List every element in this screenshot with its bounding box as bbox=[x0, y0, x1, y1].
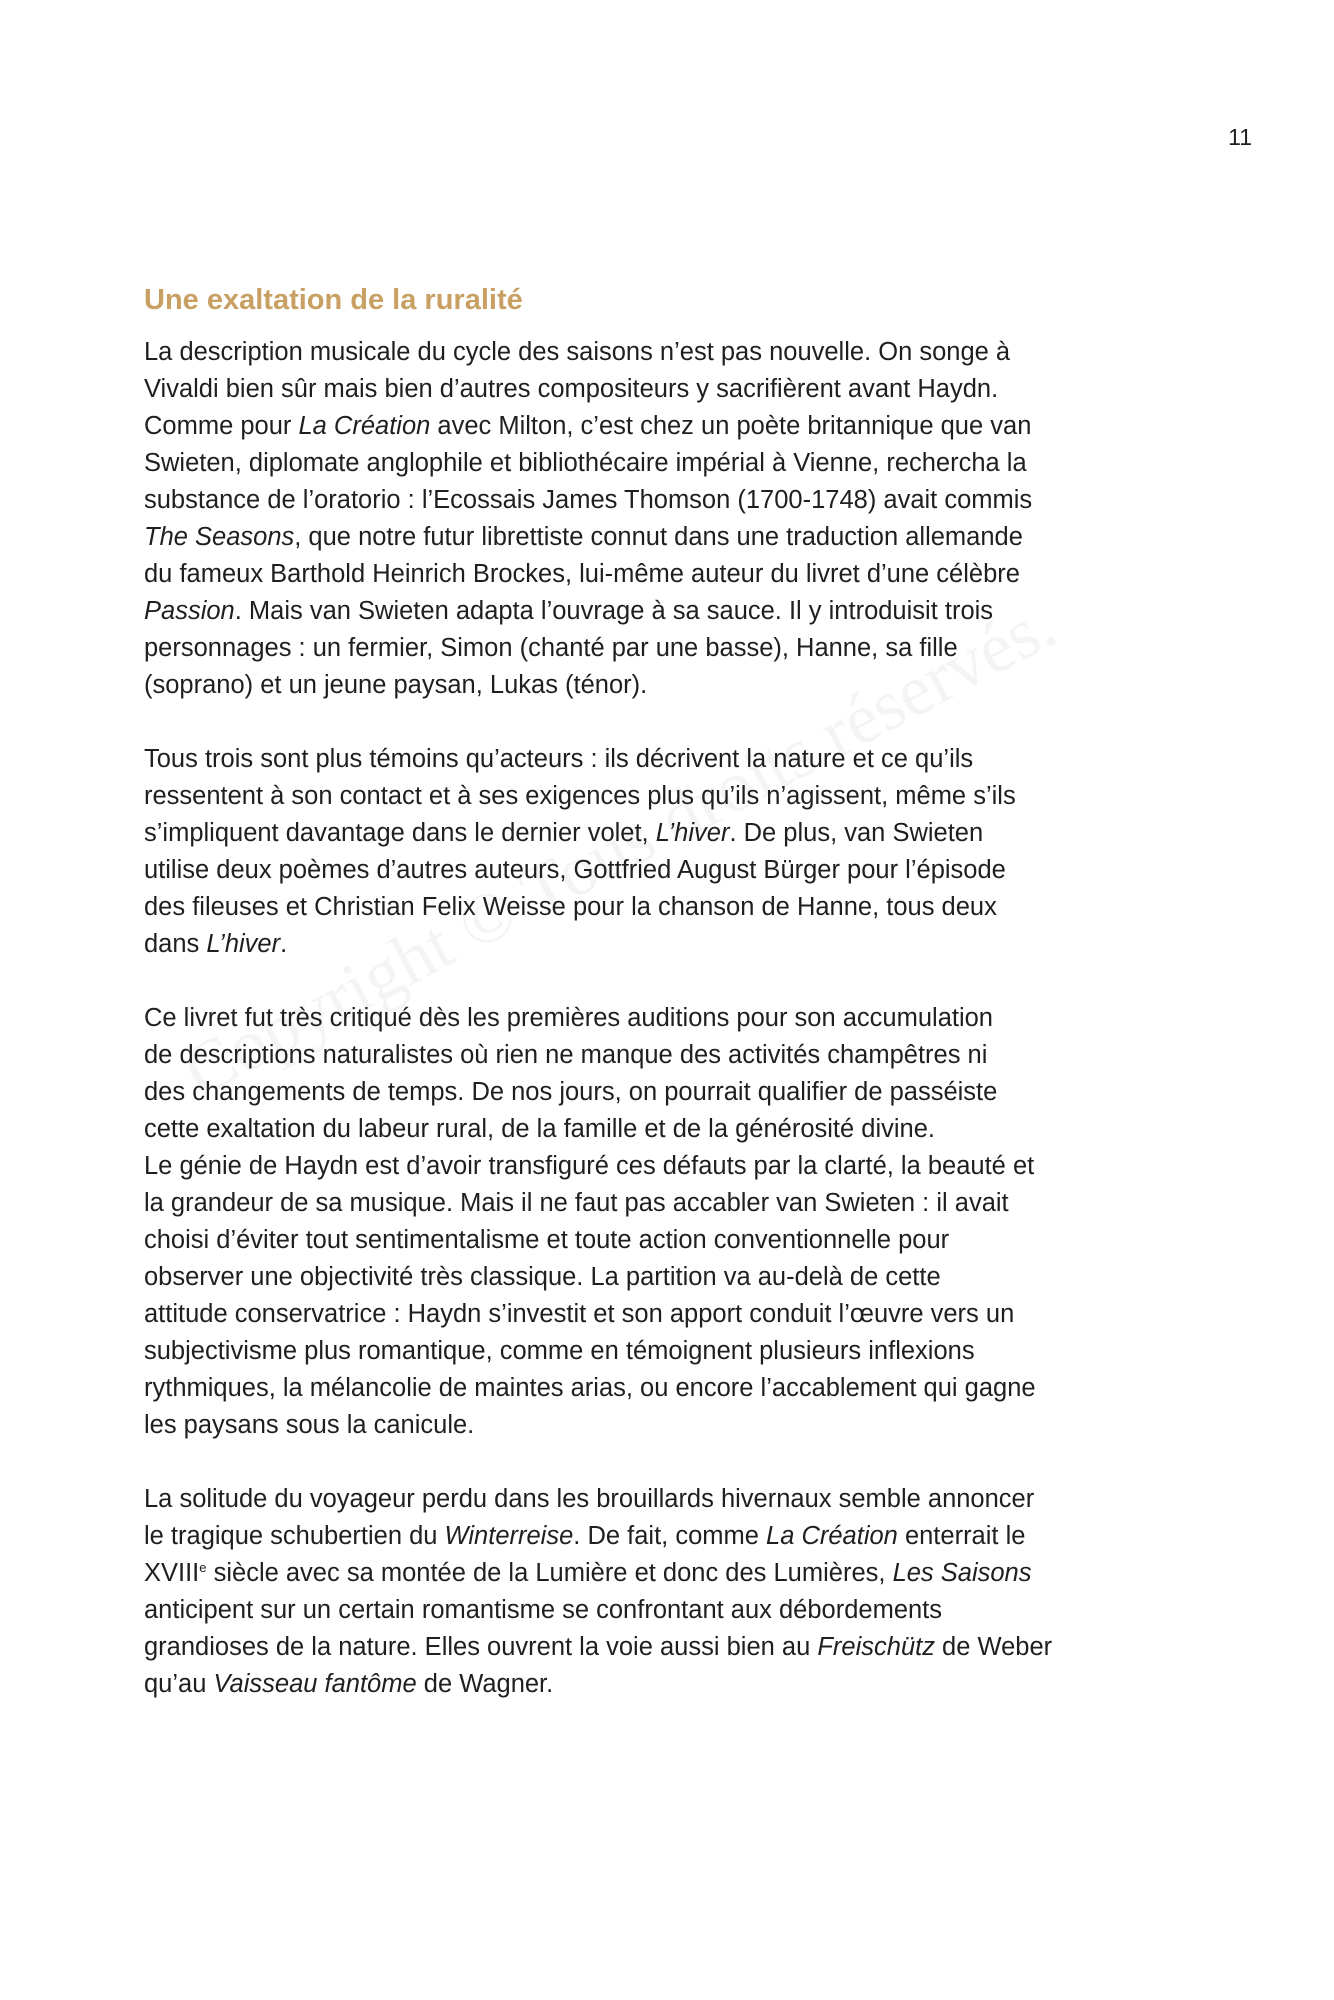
paragraph bbox=[144, 741, 1206, 963]
text-line bbox=[144, 1037, 1206, 1074]
italic-title: Les Saisons bbox=[892, 1559, 1032, 1587]
text-segment: La solitude du voyageur perdu dans les brouillards hivernaux semble annoncer bbox=[144, 1485, 1035, 1513]
text-segment: . bbox=[280, 930, 288, 958]
text-line bbox=[144, 1629, 1206, 1666]
text-line bbox=[144, 1481, 1206, 1518]
italic-title: L’hiver bbox=[655, 819, 730, 847]
text-segment: de Wagner. bbox=[416, 1670, 554, 1698]
text-line bbox=[144, 408, 1206, 445]
text-segment: des fileuses et Christian Felix Weisse pour la chanson de Hanne, tous deux bbox=[144, 893, 997, 921]
text-line bbox=[144, 1518, 1206, 1555]
text-segment: du fameux Barthold Heinrich Brockes, lui-même auteur du livret d’une célèbre bbox=[144, 560, 1020, 588]
page-number: 11 bbox=[1228, 124, 1252, 150]
text-segment: les paysans sous la canicule. bbox=[144, 1411, 475, 1439]
text-segment: qu’au bbox=[144, 1670, 214, 1698]
text-segment: ressentent à son contact et à ses exigences plus qu’ils n’agissent, même s’ils bbox=[144, 782, 1016, 810]
text-segment: Ce livret fut très critiqué dès les premières auditions pour son accumulation bbox=[144, 1004, 993, 1032]
text-line bbox=[144, 1185, 1206, 1222]
text-line bbox=[144, 1222, 1206, 1259]
text-segment: utilise deux poèmes d’autres auteurs, Gottfried August Bürger pour l’épisode bbox=[144, 856, 1006, 884]
text-segment: dans bbox=[144, 930, 207, 958]
text-segment: la grandeur de sa musique. Mais il ne faut pas accabler van Swieten : il avait bbox=[144, 1189, 1009, 1217]
text-segment: rythmiques, la mélancolie de maintes arias, ou encore l’accablement qui gagne bbox=[144, 1374, 1036, 1402]
italic-title: L’hiver bbox=[206, 930, 281, 958]
article-body bbox=[144, 280, 1206, 1703]
text-segment: . Mais van Swieten adapta l’ouvrage à sa sauce. Il y introduisit trois bbox=[234, 597, 994, 625]
text-line bbox=[144, 1000, 1206, 1037]
text-line bbox=[144, 445, 1206, 482]
text-segment: anticipent sur un certain romantisme se confrontant aux débordements bbox=[144, 1596, 943, 1624]
paragraph bbox=[144, 1481, 1206, 1703]
text-segment: enterrait le bbox=[897, 1522, 1026, 1550]
text-segment: (soprano) et un jeune paysan, Lukas (ténor). bbox=[144, 671, 648, 699]
text-segment: Le génie de Haydn est d’avoir transfiguré ces défauts par la clarté, la beauté et bbox=[144, 1152, 1035, 1180]
text-line bbox=[144, 778, 1206, 815]
text-line bbox=[144, 1666, 1206, 1703]
text-line bbox=[144, 1259, 1206, 1296]
text-line bbox=[144, 667, 1206, 704]
text-line bbox=[144, 1111, 1206, 1148]
text-segment: le tragique schubertien du bbox=[144, 1522, 445, 1550]
text-line bbox=[144, 1333, 1206, 1370]
text-line bbox=[144, 371, 1206, 408]
text-line bbox=[144, 593, 1206, 630]
italic-title: Winterreise bbox=[444, 1522, 574, 1550]
italic-title: Passion bbox=[144, 597, 235, 625]
text-line bbox=[144, 1407, 1206, 1444]
text-line bbox=[144, 741, 1206, 778]
text-segment: personnages : un fermier, Simon (chanté par une basse), Hanne, sa fille bbox=[144, 634, 958, 662]
paragraph bbox=[144, 1000, 1206, 1444]
text-segment: . De plus, van Swieten bbox=[729, 819, 984, 847]
text-segment: , que notre futur librettiste connut dans une traduction allemande bbox=[294, 523, 1023, 551]
text-segment: siècle avec sa montée de la Lumière et donc des Lumières, bbox=[206, 1559, 893, 1587]
italic-title: Vaisseau fantôme bbox=[213, 1670, 417, 1698]
italic-title: The Seasons bbox=[144, 523, 295, 551]
text-segment: substance de l’oratorio : l’Ecossais James Thomson (1700-1748) avait commis bbox=[144, 486, 1033, 514]
text-segment: La description musicale du cycle des saisons n’est pas nouvelle. On songe à bbox=[144, 338, 1011, 366]
text-line bbox=[144, 889, 1206, 926]
text-line bbox=[144, 556, 1206, 593]
paragraph bbox=[144, 334, 1206, 704]
text-segment: de Weber bbox=[934, 1633, 1053, 1661]
italic-title: Freischütz bbox=[817, 1633, 935, 1661]
text-segment: de descriptions naturalistes où rien ne manque des activités champêtres ni bbox=[144, 1041, 988, 1069]
text-line bbox=[144, 519, 1206, 556]
text-line bbox=[144, 815, 1206, 852]
text-segment: avec Milton, c’est chez un poète britannique que van bbox=[430, 412, 1032, 440]
text-line bbox=[144, 852, 1206, 889]
text-segment: attitude conservatrice : Haydn s’investit et son apport conduit l’œuvre vers un bbox=[144, 1300, 1015, 1328]
text-line bbox=[144, 334, 1206, 371]
text-segment: XVIII bbox=[144, 1559, 200, 1587]
italic-title: La Création bbox=[766, 1522, 898, 1550]
text-segment: Swieten, diplomate anglophile et bibliothécaire impérial à Vienne, rechercha la bbox=[144, 449, 1027, 477]
text-line bbox=[144, 1370, 1206, 1407]
text-line bbox=[144, 1148, 1206, 1185]
text-segment: cette exaltation du labeur rural, de la famille et de la générosité divine. bbox=[144, 1115, 935, 1143]
text-line bbox=[144, 926, 1206, 963]
text-line bbox=[144, 1592, 1206, 1629]
text-segment: observer une objectivité très classique. La partition va au-delà de cette bbox=[144, 1263, 941, 1291]
text-line bbox=[144, 1555, 1206, 1592]
paragraphs-container bbox=[144, 334, 1206, 1703]
text-segment: s’impliquent davantage dans le dernier volet, bbox=[144, 819, 656, 847]
text-segment: choisi d’éviter tout sentimentalisme et toute action conventionnelle pour bbox=[144, 1226, 950, 1254]
text-segment: Tous trois sont plus témoins qu’acteurs : ils décrivent la nature et ce qu’ils bbox=[144, 745, 974, 773]
section-title: Une exaltation de la ruralité bbox=[144, 284, 523, 316]
text-line bbox=[144, 630, 1206, 667]
text-segment: des changements de temps. De nos jours, on pourrait qualifier de passéiste bbox=[144, 1078, 998, 1106]
text-segment: . De fait, comme bbox=[573, 1522, 767, 1550]
text-segment: grandioses de la nature. Elles ouvrent la voie aussi bien au bbox=[144, 1633, 818, 1661]
text-line bbox=[144, 1296, 1206, 1333]
text-segment: subjectivisme plus romantique, comme en témoignent plusieurs inflexions bbox=[144, 1337, 975, 1365]
text-segment: Vivaldi bien sûr mais bien d’autres compositeurs y sacrifièrent avant Haydn. bbox=[144, 375, 999, 403]
text-line bbox=[144, 1074, 1206, 1111]
text-segment: Comme pour bbox=[144, 412, 299, 440]
italic-title: La Création bbox=[298, 412, 431, 440]
superscript: e bbox=[199, 1560, 207, 1575]
text-line bbox=[144, 482, 1206, 519]
